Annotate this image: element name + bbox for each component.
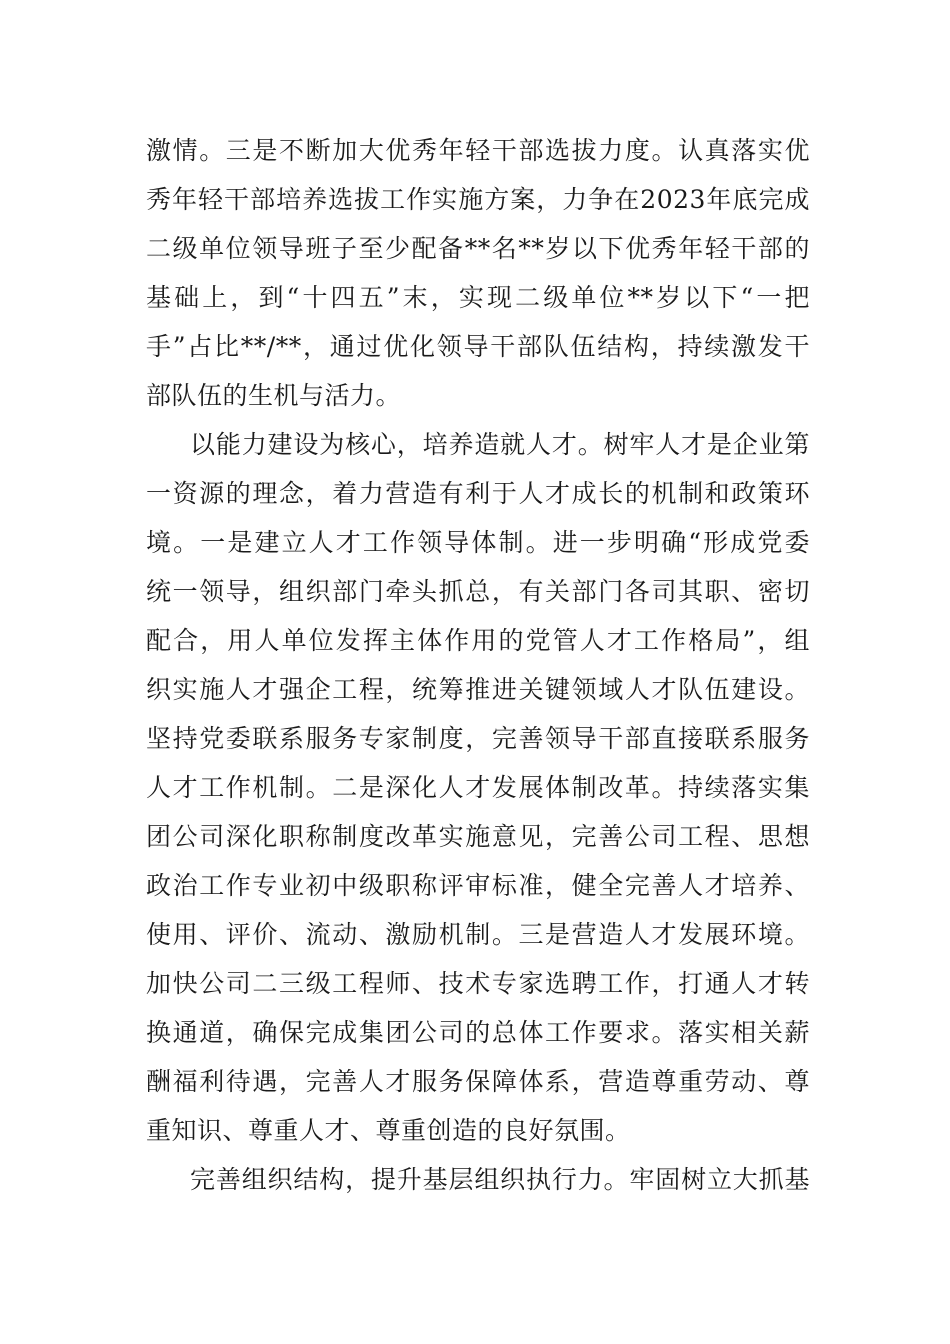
paragraph-2-line-2: 一资源的理念，着力营造有利于人才成长的机制和政策环	[146, 479, 810, 508]
paragraph-2-line-13: 换通道，确保完成集团公司的总体工作要求。落实相关薪	[146, 1018, 810, 1047]
paragraph-2-line-14: 酬福利待遇，完善人才服务保障体系，营造尊重劳动、尊	[146, 1067, 810, 1096]
paragraph-2-line-6: 织实施人才强企工程，统筹推进关键领域人才队伍建设。	[146, 675, 810, 704]
paragraph-3-line-1: 完善组织结构，提升基层组织执行力。牢固树立大抓基	[190, 1165, 810, 1194]
paragraph-2-line-12: 加快公司二三级工程师、技术专家选聘工作，打通人才转	[146, 969, 810, 998]
paragraph-2-line-8: 人才工作机制。二是深化人才发展体制改革。持续落实集	[146, 773, 810, 802]
paragraph-1-line-2: 秀年轻干部培养选拔工作实施方案，力争在2023年底完成	[146, 185, 810, 214]
paragraph-2-line-5: 配合，用人单位发挥主体作用的党管人才工作格局”，组	[146, 626, 810, 655]
paragraph-2-line-3: 境。一是建立人才工作领导体制。进一步明确“形成党委	[146, 528, 810, 557]
paragraph-1-line-4: 基础上，到“十四五”末，实现二级单位**岁以下“一把	[146, 283, 810, 312]
paragraph-2-line-9: 团公司深化职称制度改革实施意见，完善公司工程、思想	[146, 822, 810, 851]
paragraph-2-line-7: 坚持党委联系服务专家制度，完善领导干部直接联系服务	[146, 724, 810, 753]
paragraph-2-line-4: 统一领导，组织部门牵头抓总，有关部门各司其职、密切	[146, 577, 810, 606]
paragraph-1-line-5: 手”占比**/**，通过优化领导干部队伍结构，持续激发干	[146, 332, 810, 361]
paragraph-2-line-1: 以能力建设为核心，培养造就人才。树牢人才是企业第	[190, 430, 810, 459]
paragraph-1-line-3: 二级单位领导班子至少配备**名**岁以下优秀年轻干部的	[146, 234, 810, 263]
paragraph-2-line-11: 使用、评价、流动、激励机制。三是营造人才发展环境。	[146, 920, 810, 949]
paragraph-1-line-6: 部队伍的生机与活力。	[146, 381, 402, 410]
paragraph-2-line-15: 重知识、尊重人才、尊重创造的良好氛围。	[146, 1116, 631, 1145]
paragraph-2-line-10: 政治工作专业初中级职称评审标准，健全完善人才培养、	[146, 871, 810, 900]
paragraph-1-line-1: 激情。三是不断加大优秀年轻干部选拔力度。认真落实优	[146, 136, 810, 165]
